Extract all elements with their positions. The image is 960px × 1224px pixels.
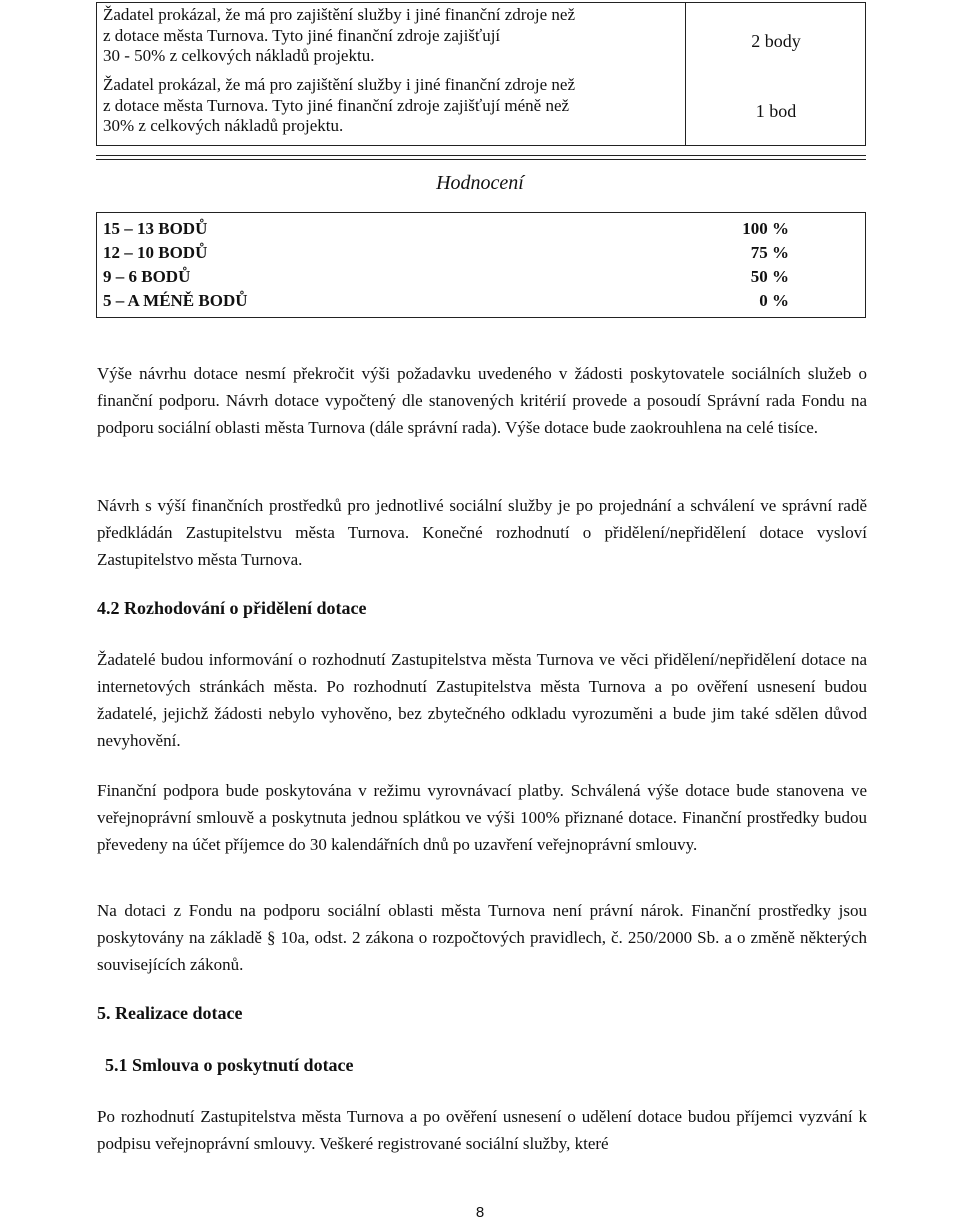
paragraph-notification	[97, 646, 867, 754]
criteria-line: 30% z celkových nákladů projektu.	[103, 116, 344, 135]
double-rule-top	[96, 155, 866, 156]
score-table	[96, 212, 866, 318]
section-heading-5: 5. Realizace dotace	[97, 1003, 243, 1023]
score-row	[103, 217, 789, 241]
paragraph-text: Výše návrhu dotace nesmí překročit výši požadavku uvedeného v žádosti poskytovatele sociálních služeb o finanční podporu. Návrh dotace vypočtený dle stanovených kritérií provede a posoudí Správní rada Fondu na podporu sociální oblasti města Turnova (dále správní rada). Výše dotace bude zaokrouhlena na celé tisíce.	[97, 364, 867, 437]
criteria-line: Žadatel prokázal, že má pro zajištění služby i jiné finanční zdroje než	[103, 75, 576, 94]
score-row	[103, 289, 789, 313]
section-heading-5-1: 5.1 Smlouva o poskytnutí dotace	[105, 1055, 354, 1075]
paragraph-text: Na dotaci z Fondu na podporu sociální oblasti města Turnova není právní nárok. Finanční prostředky jsou poskytovány na základě § 10a, odst. 2 zákona o rozpočtových pravidlech, č. 250/2000 Sb. a o změně některých souvisejících zákonů.	[97, 901, 867, 974]
paragraph-text: Návrh s výší finančních prostředků pro jednotlivé sociální služby je po projednání a schválení ve správní radě předkládán Zastupitelstvu města Turnova. Konečné rozhodnutí o přidělení/nepřidělení dotace vysloví Zastupitelstvo města Turnova.	[97, 496, 867, 569]
criteria-line: 30 - 50% z celkových nákladů projektu.	[103, 46, 375, 65]
score-range: 15 – 13 BODŮ	[103, 219, 208, 238]
paragraph-text: Žadatelé budou informování o rozhodnutí Zastupitelstva města Turnova ve věci přidělení/nepřidělení dotace na internetových stránkách města. Po rozhodnutí Zastupitelstva města Turnova a po ověření usnesení budou žadatelé, jejichž žádosti nebylo vyhověno, bez zbytečného odkladu vyrozuměni a bude jim také sdělen důvod nevyhovění.	[97, 650, 867, 750]
evaluation-heading: Hodnocení	[436, 172, 524, 194]
score-range: 9 – 6 BODŮ	[103, 267, 191, 286]
paragraph-text: Finanční podpora bude poskytována v režimu vyrovnávací platby. Schválená výše dotace bude stanovena ve veřejnoprávní smlouvě a poskytnuta jednou splátkou ve výši 100% přiznané dotace. Finanční prostředky budou převedeny na účet příjemce do 30 kalendářních dnů po uzavření veřejnoprávní smlouvy.	[97, 781, 867, 854]
criteria-row-1-points: 2 body	[751, 31, 801, 51]
score-range: 12 – 10 BODŮ	[103, 243, 208, 262]
paragraph-text: Po rozhodnutí Zastupitelstva města Turnova a po ověření usnesení o udělení dotace budou příjemci vyzvání k podpisu veřejnoprávní smlouvy. Veškeré registrované sociální služby, které	[97, 1107, 867, 1153]
criteria-line: z dotace města Turnova. Tyto jiné finanční zdroje zajišťují	[103, 25, 501, 45]
criteria-row-2-text	[103, 75, 679, 137]
criteria-line: z dotace města Turnova. Tyto jiné finanční zdroje zajišťují méně než	[103, 95, 570, 115]
paragraph-legal	[97, 897, 867, 978]
criteria-row-2-points: 1 bod	[755, 101, 797, 121]
paragraph-subsidy-amount	[97, 360, 867, 441]
score-range: 5 – A MÉNĚ BODŮ	[103, 291, 248, 310]
score-percent: 50 %	[750, 267, 789, 286]
paragraph-payment	[97, 777, 867, 858]
section-heading-4-2: 4.2 Rozhodování o přidělení dotace	[97, 598, 367, 618]
page-number: 8	[475, 1204, 485, 1221]
column-separator	[685, 3, 686, 145]
score-row	[103, 241, 789, 265]
paragraph-approval	[97, 492, 867, 573]
score-percent: 75 %	[750, 243, 789, 262]
score-percent: 0 %	[759, 291, 789, 310]
criteria-line: Žadatel prokázal, že má pro zajištění služby i jiné finanční zdroje než	[103, 5, 576, 24]
paragraph-contract	[97, 1103, 867, 1157]
double-rule-bottom	[96, 159, 866, 160]
criteria-row-1-text	[103, 5, 679, 67]
criteria-table	[96, 2, 866, 146]
score-row	[103, 265, 789, 289]
score-percent: 100 %	[742, 219, 789, 238]
